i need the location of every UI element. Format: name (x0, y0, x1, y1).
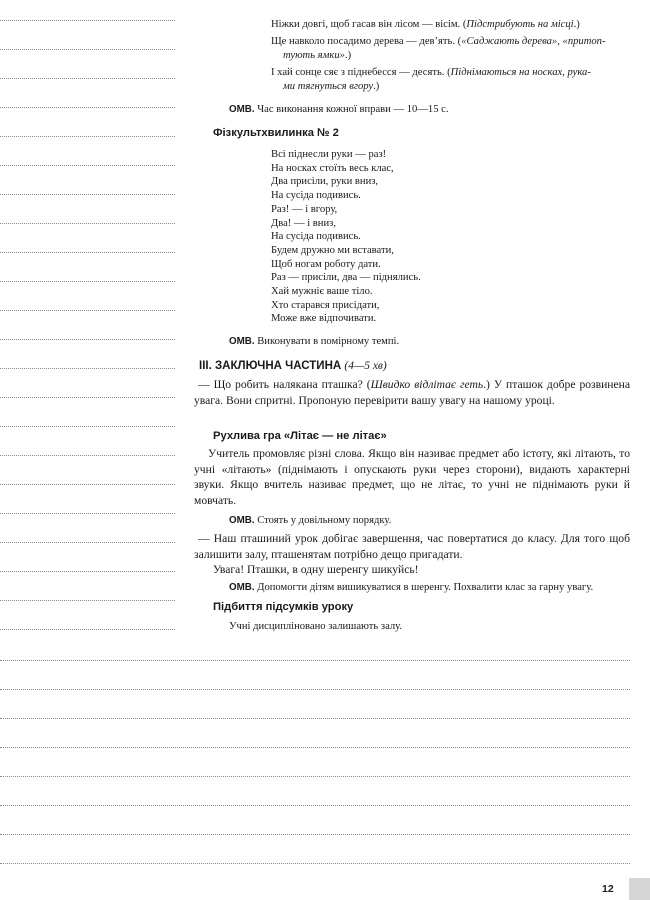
poem-line: На носках стоїть весь клас, (271, 162, 394, 174)
omv-note (229, 581, 634, 595)
note-line (0, 281, 175, 282)
note-line (0, 368, 175, 369)
omv-note (229, 514, 629, 528)
note-line (0, 484, 175, 485)
note-line (0, 455, 175, 456)
omv-label: ОМВ. (229, 582, 255, 593)
omv-label: ОМВ. (229, 104, 255, 115)
exercise-line: Ще навколо посадимо дерева — дев’ять. («Саджають дерева», «притоп- (271, 36, 606, 47)
note-line (0, 78, 175, 79)
game-heading: Рухлива гра «Літає — не літає» (213, 430, 387, 442)
note-line (0, 194, 175, 195)
note-line (0, 165, 175, 166)
note-line (0, 252, 175, 253)
note-line (0, 571, 175, 572)
exercise-lines (271, 18, 631, 94)
summary-text: Учні дисципліновано залишають залу. (229, 621, 403, 632)
omv-note (229, 335, 629, 349)
omv-text: Виконувати в помірному темпі. (257, 336, 400, 347)
note-line (0, 49, 175, 50)
poem (271, 148, 421, 326)
poem-line: Хай мужніє ваше тіло. (271, 286, 373, 298)
omv-text: Час виконання кожної вправи — 10—15 с. (257, 104, 449, 115)
exercise-line: ми тягнуться вгору.) (283, 81, 380, 92)
page-number: 12 (602, 883, 614, 895)
exercise-line: Ніжки довгі, щоб гасав він лісом — вісім. (Підстрибують на місці.) (271, 19, 580, 30)
note-line (0, 629, 175, 630)
poem-line: Два присіли, руки вниз, (271, 176, 379, 188)
note-line (0, 776, 630, 777)
paragraph: — Наш пташиний урок добігає завершення, час повертатися до класу. Для того щоб залишити залу, пташенятам потрібно дещо пригадати. (194, 532, 630, 561)
note-line (0, 805, 630, 806)
poem-line: Раз — присіли, два — піднялись. (271, 272, 421, 284)
poem-line: Всі піднесли руки — раз! (271, 149, 387, 160)
note-line (0, 223, 175, 224)
note-line (0, 834, 630, 835)
fizkult-heading: Фізкультхвилинка № 2 (213, 127, 339, 139)
poem-line: На сусіда подивись. (271, 231, 361, 243)
note-line (0, 20, 175, 21)
note-line (0, 513, 175, 514)
paragraph: Учитель промовляє різні слова. Якщо він називає предмет або істоту, які літають, то учні «літають» (піднімають і опускають руки через сторони), видають характерні звуки. Якщо вчитель називає предмет, що не літає, то учні не піднімають руки й мовчать. (194, 447, 630, 507)
note-line (0, 310, 175, 311)
exercise-line: І хай сонце сяє з піднебесся — десять. (Піднімаються на носках, рука- (271, 67, 591, 78)
poem-line: Може вже відпочивати. (271, 313, 377, 325)
poem-line: Будем дружно ми вставати, (271, 244, 394, 256)
note-line (0, 718, 630, 719)
note-line (0, 136, 175, 137)
section-heading: ІІІ. ЗАКЛЮЧНА ЧАСТИНА (4—5 хв) (199, 360, 387, 372)
poem-line: Щоб ногам роботу дати. (271, 258, 381, 270)
omv-text: Стоять у довільному порядку. (257, 515, 392, 526)
note-line (0, 107, 175, 108)
note-line (0, 660, 630, 661)
omv-note (229, 103, 629, 117)
note-line (0, 689, 630, 690)
note-line (0, 426, 175, 427)
omv-text: Допомогти дітям вишикуватися в шеренгу. Похвалити клас за гарну увагу. (257, 582, 594, 593)
poem-line: На сусіда подивись. (271, 190, 361, 202)
note-line (0, 397, 175, 398)
poem-line: Хто старався присідати, (271, 299, 380, 311)
note-line (0, 863, 630, 864)
note-line (0, 339, 175, 340)
paragraph: — Що робить налякана пташка? (Швидко відлітає геть.) У пташок добре розвинена увага. Вони спритні. Пропоную перевірити вашу увагу на нашому уроці. (194, 378, 630, 407)
note-line (0, 542, 175, 543)
note-line (0, 600, 175, 601)
poem-line: Раз! — і вгору, (271, 203, 338, 215)
omv-label: ОМВ. (229, 515, 255, 526)
note-line (0, 747, 630, 748)
summary-heading: Підбиття підсумків уроку (213, 601, 354, 613)
page-corner-bar (629, 878, 650, 900)
poem-line: Два! — і вниз, (271, 217, 336, 229)
omv-label: ОМВ. (229, 336, 255, 347)
paragraph: Увага! Пташки, в одну шеренгу шикуйсь! (213, 563, 419, 576)
exercise-line: тують ямки».) (283, 50, 352, 61)
